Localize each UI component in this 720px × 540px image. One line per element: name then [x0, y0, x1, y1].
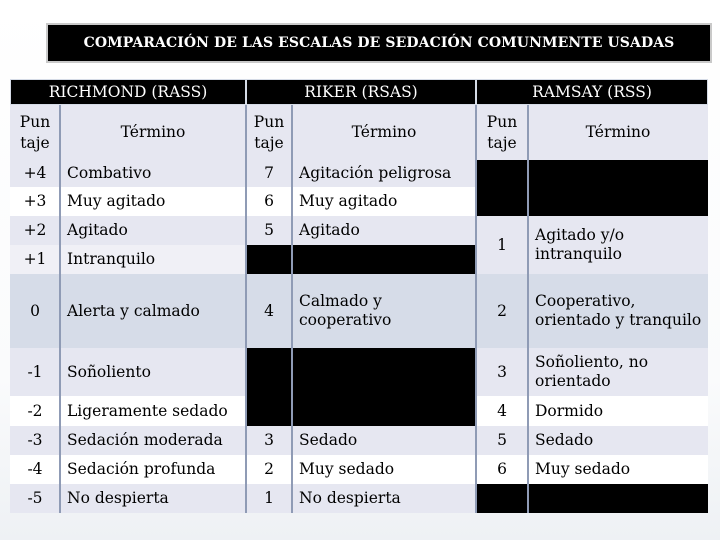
scale-header-rass: RICHMOND (RASS)	[10, 79, 246, 105]
rss-term: Muy sedado	[528, 455, 708, 484]
rass-term: Soñoliento	[60, 348, 246, 396]
rss-term	[528, 160, 708, 187]
rsas-term: Agitación peligrosa	[292, 160, 476, 187]
rsas-term: Muy agitado	[292, 187, 476, 216]
rsas-score: 6	[246, 187, 292, 216]
header-score-4: Pun taje	[476, 105, 528, 160]
rass-score: +4	[10, 160, 60, 187]
rass-term: Alerta y calmado	[60, 274, 246, 348]
rsas-score: 7	[246, 160, 292, 187]
rsas-score	[246, 245, 292, 274]
rss-score: 5	[476, 426, 528, 455]
rsas-score: 5	[246, 216, 292, 245]
rss-score: 6	[476, 455, 528, 484]
column-divider	[245, 105, 247, 513]
header-term-1: Término	[60, 105, 246, 160]
slide-title: COMPARACIÓN DE LAS ESCALAS DE SEDACIÓN COMUNMENTE USADAS	[46, 23, 712, 63]
rsas-term	[292, 245, 476, 274]
rass-term: Muy agitado	[60, 187, 246, 216]
header-term-3: Término	[292, 105, 476, 160]
rass-score: -5	[10, 484, 60, 513]
rass-score: -4	[10, 455, 60, 484]
rss-term: Dormido	[528, 396, 708, 426]
rass-term: Intranquilo	[60, 245, 246, 274]
rsas-term: Calmado y cooperativo	[292, 274, 476, 348]
header-term-5: Término	[528, 105, 708, 160]
rsas-score: 3	[246, 426, 292, 455]
rass-term: Ligeramente sedado	[60, 396, 246, 426]
rss-term: Sedado	[528, 426, 708, 455]
rss-score: 4	[476, 396, 528, 426]
column-divider	[59, 105, 61, 513]
rsas-term	[292, 348, 476, 426]
scale-header-rss: RAMSAY (RSS)	[476, 79, 708, 105]
rsas-score: 2	[246, 455, 292, 484]
rass-score: -1	[10, 348, 60, 396]
rsas-score	[246, 348, 292, 426]
rass-term: Sedación profunda	[60, 455, 246, 484]
rss-term	[528, 187, 708, 216]
rass-term: Combativo	[60, 160, 246, 187]
column-divider	[291, 105, 293, 513]
rass-score: +3	[10, 187, 60, 216]
rss-score	[476, 160, 528, 187]
rass-score: -3	[10, 426, 60, 455]
scale-header-rsas: RIKER (RSAS)	[246, 79, 476, 105]
header-score-0: Pun taje	[10, 105, 60, 160]
rss-score: 2	[476, 274, 528, 348]
rsas-term: No despierta	[292, 484, 476, 513]
rass-score: -2	[10, 396, 60, 426]
rss-term: Cooperativo, orientado y tranquilo	[528, 274, 708, 348]
rass-score: +1	[10, 245, 60, 274]
rss-score: 3	[476, 348, 528, 396]
rss-score	[476, 187, 528, 216]
rss-term: Agitado y/o intranquilo	[528, 216, 708, 274]
rass-term: Sedación moderada	[60, 426, 246, 455]
rass-score: 0	[10, 274, 60, 348]
rss-score: 1	[476, 216, 528, 274]
rsas-term: Muy sedado	[292, 455, 476, 484]
rss-term	[528, 484, 708, 513]
rsas-term: Sedado	[292, 426, 476, 455]
rss-score	[476, 484, 528, 513]
rass-term: Agitado	[60, 216, 246, 245]
rsas-term: Agitado	[292, 216, 476, 245]
rsas-score: 4	[246, 274, 292, 348]
header-score-2: Pun taje	[246, 105, 292, 160]
rss-term: Soñoliento, no orientado	[528, 348, 708, 396]
rass-term: No despierta	[60, 484, 246, 513]
column-divider	[527, 105, 529, 513]
column-divider	[475, 105, 477, 513]
rsas-score: 1	[246, 484, 292, 513]
rass-score: +2	[10, 216, 60, 245]
